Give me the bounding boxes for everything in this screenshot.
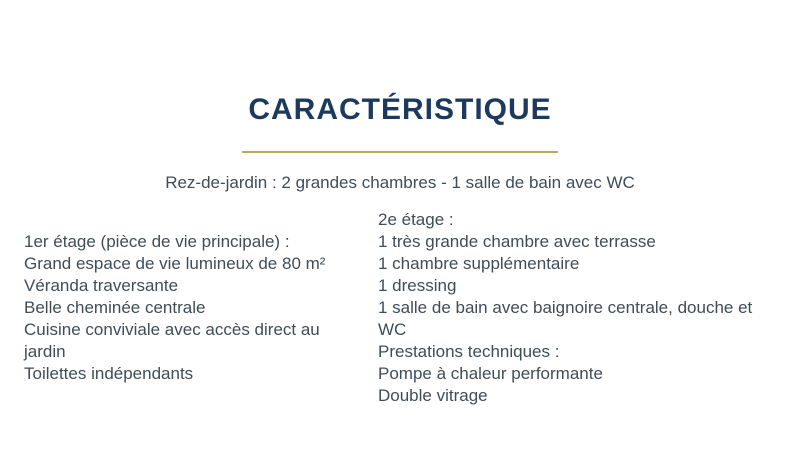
feature-line: 1 salle de bain avec baignoire centrale, douche et WC — [378, 298, 753, 339]
title-divider-line — [242, 151, 558, 153]
feature-line: Belle cheminée centrale — [24, 298, 206, 317]
feature-line: 2e étage : — [378, 210, 454, 229]
feature-line: Cuisine conviviale avec accès direct au jardin — [24, 320, 320, 361]
feature-line: 1 très grande chambre avec terrasse — [378, 232, 656, 251]
subtitle-garden-level: Rez-de-jardin : 2 grandes chambres - 1 salle de bain avec WC — [165, 173, 635, 192]
feature-line: Véranda traversante — [24, 276, 179, 295]
feature-line: Grand espace de vie lumineux de 80 m² — [24, 254, 326, 273]
feature-line: Prestations techniques : — [378, 342, 560, 361]
feature-line: 1 dressing — [378, 276, 457, 295]
page-title: CARACTÉRISTIQUE — [248, 93, 552, 126]
feature-line: Double vitrage — [378, 386, 488, 405]
feature-line: 1er étage (pièce de vie principale) : — [24, 232, 290, 251]
features-columns — [24, 209, 763, 407]
feature-line: 1 chambre supplémentaire — [378, 254, 580, 273]
features-column-second-floor — [378, 209, 763, 407]
feature-line: Pompe à chaleur performante — [378, 364, 603, 383]
features-column-first-floor — [24, 231, 339, 385]
feature-line: Toilettes indépendants — [24, 364, 194, 383]
